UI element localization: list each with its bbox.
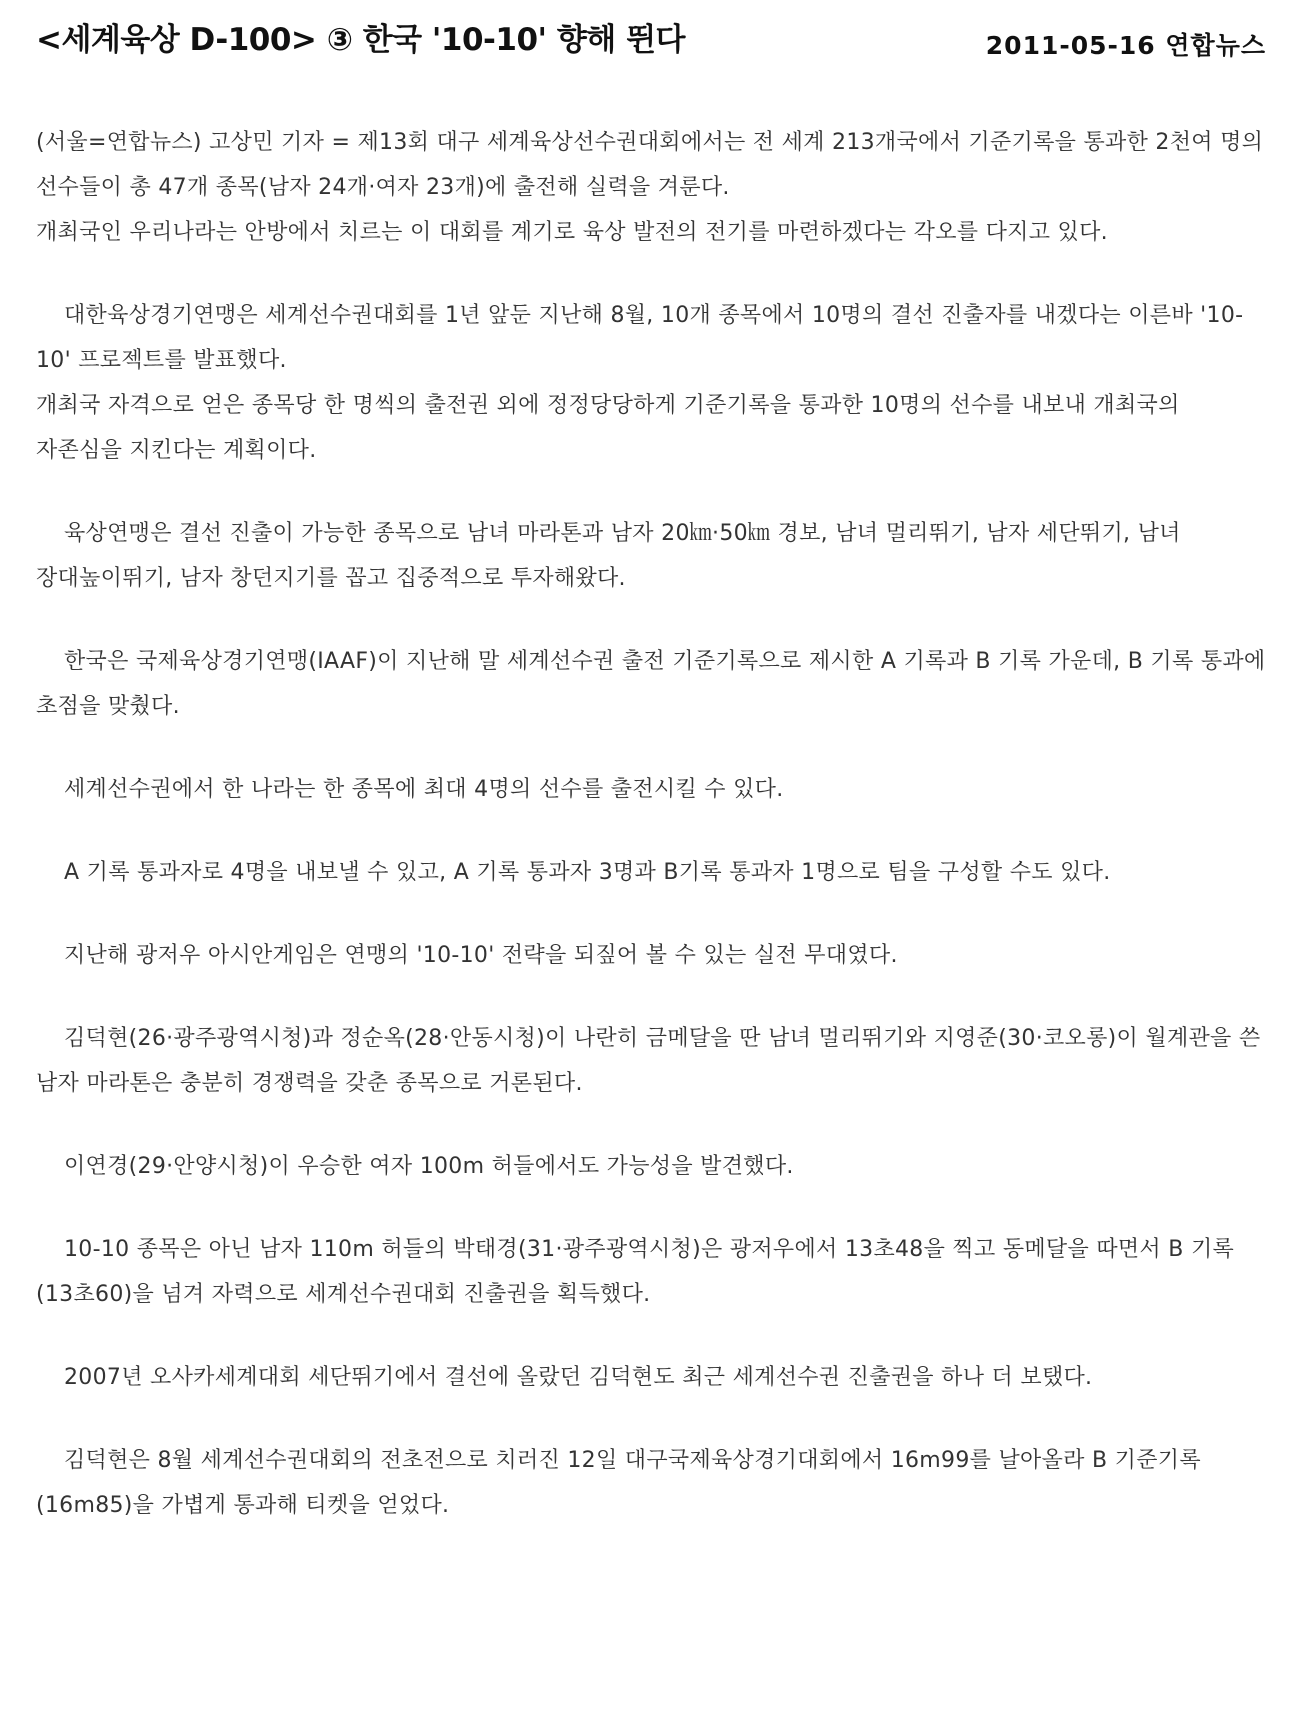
article-header: [36, 14, 1266, 64]
article-body: [36, 120, 1266, 1566]
paragraph-line: 육상연맹은 결선 진출이 가능한 종목으로 남녀 마라톤과 남자 20㎞·50㎞ 경보, 남녀 멀리뛰기, 남자 세단뛰기, 남녀 장대높이뛰기, 남자 창던지기를 꼽고 집중적으로 투자해왔다.: [36, 521, 1181, 591]
paragraph-3: [36, 511, 1266, 601]
paragraph-10: [36, 1227, 1266, 1317]
paragraph-line: (서울=연합뉴스) 고상민 기자 = 제13회 대구 세계육상선수권대회에서는 전 세계 213개국에서 기준기록을 통과한 2천여 명의 선수들이 총 47개 종목(남자 24개·여자 23개)에 출전해 실력을 겨룬다.: [36, 130, 1264, 200]
paragraph-11: [36, 1355, 1266, 1400]
paragraph-9: [36, 1144, 1266, 1189]
article-headline: <세계육상 D-100> ③ 한국 '10-10' 향해 뛴다: [36, 22, 685, 58]
paragraph-line: 대한육상경기연맹은 세계선수권대회를 1년 앞둔 지난해 8월, 10개 종목에서 10명의 결선 진출자를 내겠다는 이른바 '10-10' 프로젝트를 발표했다.: [36, 303, 1244, 373]
article-dateline: 2011-05-16 연합뉴스: [985, 31, 1266, 60]
paragraph-5: [36, 767, 1266, 812]
paragraph-line: A 기록 통과자로 4명을 내보낼 수 있고, A 기록 통과자 3명과 B기록 통과자 1명으로 팀을 구성할 수도 있다.: [64, 860, 1111, 885]
paragraph-8: [36, 1016, 1266, 1106]
paragraph-line: 10-10 종목은 아닌 남자 110m 허들의 박태경(31·광주광역시청)은 광저우에서 13초48을 찍고 동메달을 따면서 B 기록(13초60)을 넘겨 자력으로 세계선수권대회 진출권을 획득했다.: [36, 1237, 1235, 1307]
paragraph-line: 김덕현(26·광주광역시청)과 정순옥(28·안동시청)이 나란히 금메달을 딴 남녀 멀리뛰기와 지영준(30·코오롱)이 월계관을 쓴 남자 마라톤은 충분히 경쟁력을 갖춘 종목으로 거론된다.: [36, 1026, 1261, 1096]
paragraph-7: [36, 933, 1266, 978]
paragraph-line: 개최국 자격으로 얻은 종목당 한 명씩의 출전권 외에 정정당당하게 기준기록을 통과한 10명의 선수를 내보내 개최국의 자존심을 지킨다는 계획이다.: [36, 393, 1180, 463]
paragraph-line: 2007년 오사카세계대회 세단뛰기에서 결선에 올랐던 김덕현도 최근 세계선수권 진출권을 하나 더 보탰다.: [64, 1365, 1093, 1390]
paragraph-line: 개최국인 우리나라는 안방에서 치르는 이 대회를 계기로 육상 발전의 전기를 마련하겠다는 각오를 다지고 있다.: [36, 220, 1108, 245]
paragraph-6: [36, 850, 1266, 895]
paragraph-2: [36, 293, 1266, 473]
paragraph-line: 이연경(29·안양시청)이 우승한 여자 100m 허들에서도 가능성을 발견했다.: [64, 1154, 794, 1179]
paragraph-1: [36, 120, 1266, 255]
paragraph-12: [36, 1438, 1266, 1528]
paragraph-4: [36, 639, 1266, 729]
paragraph-line: 세계선수권에서 한 나라는 한 종목에 최대 4명의 선수를 출전시킬 수 있다.: [64, 777, 784, 802]
paragraph-line: 한국은 국제육상경기연맹(IAAF)이 지난해 말 세계선수권 출전 기준기록으로 제시한 A 기록과 B 기록 가운데, B 기록 통과에 초점을 맞췄다.: [36, 649, 1266, 719]
paragraph-line: 지난해 광저우 아시안게임은 연맹의 '10-10' 전략을 되짚어 볼 수 있는 실전 무대였다.: [64, 943, 898, 968]
paragraph-line: 김덕현은 8월 세계선수권대회의 전초전으로 치러진 12일 대구국제육상경기대회에서 16m99를 날아올라 B 기준기록(16m85)을 가볍게 통과해 티켓을 얻었다.: [36, 1448, 1201, 1518]
